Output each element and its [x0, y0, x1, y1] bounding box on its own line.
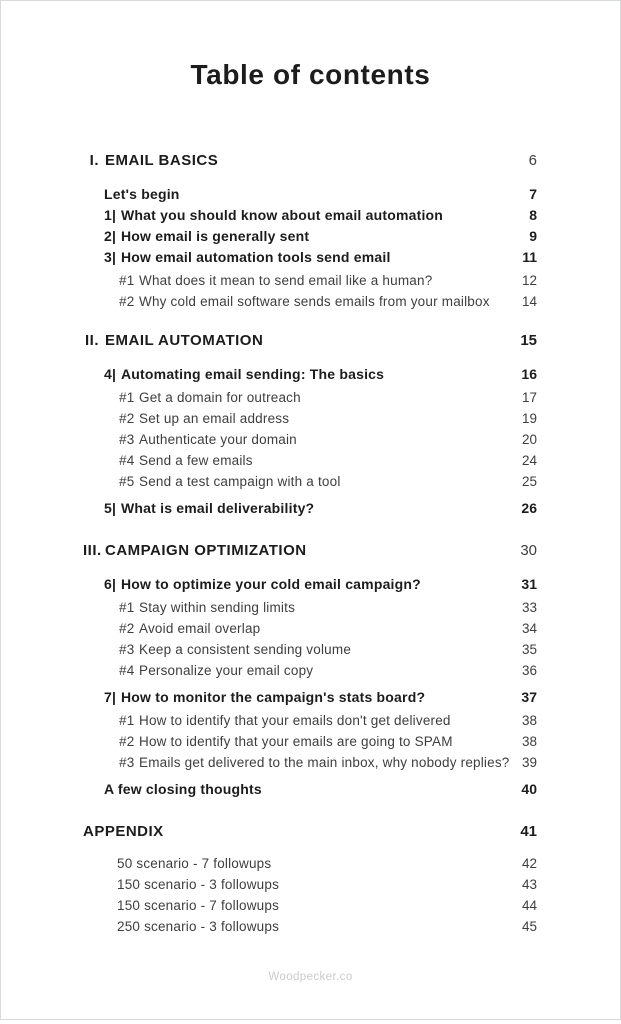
footer-brand: Woodpecker.co	[268, 971, 353, 983]
toc-row-prefix: 5|	[104, 500, 117, 516]
toc-row-sub	[1, 641, 620, 659]
toc-row-page-number: 34	[521, 621, 537, 636]
toc-row-page-number: 16	[521, 366, 537, 382]
toc-row-label: EMAIL AUTOMATION	[105, 332, 264, 349]
toc-row-page-number: 43	[521, 877, 537, 892]
toc-row-sub	[1, 620, 620, 638]
toc-row-label: How to identify that your emails don't get delivered	[139, 713, 451, 728]
toc-row-prefix: #4	[119, 663, 135, 678]
toc-row-sub	[1, 662, 620, 680]
toc-row-page-number: 35	[521, 642, 537, 657]
toc-row-label: What you should know about email automation	[121, 207, 444, 223]
toc-row-item	[1, 855, 620, 873]
toc-row-prefix: 2|	[104, 228, 117, 244]
toc-row-label: A few closing thoughts	[104, 781, 262, 797]
toc-row-label: Let's begin	[104, 186, 180, 202]
toc-row-label: Send a few emails	[139, 453, 253, 468]
toc-row-label: Keep a consistent sending volume	[139, 642, 352, 657]
toc-row-prefix: II.	[84, 332, 99, 349]
toc-row-page-number: 11	[522, 249, 537, 265]
toc-row-label: How email is generally sent	[121, 228, 310, 244]
toc-row-page-number: 39	[521, 755, 537, 770]
toc-row-prefix: #2	[119, 734, 135, 749]
toc-row-label: APPENDIX	[83, 823, 164, 840]
toc-row-label: Avoid email overlap	[139, 621, 261, 636]
toc-row-page-number: 44	[521, 898, 537, 913]
toc-row-prefix: #4	[119, 453, 135, 468]
toc-row-label: 150 scenario - 3 followups	[117, 877, 280, 892]
toc-row-prefix: III.	[83, 542, 102, 559]
toc-row-chapter	[1, 780, 620, 798]
toc-row-prefix: 3|	[104, 249, 117, 265]
toc-row-label: Personalize your email copy	[139, 663, 314, 678]
toc-row-label: How to monitor the campaign's stats board?	[121, 689, 426, 705]
toc-row-chapter	[1, 206, 620, 224]
toc-row-chapter	[1, 185, 620, 203]
toc-row-page-number: 17	[521, 390, 537, 405]
toc-row-page-number: 12	[521, 273, 537, 288]
toc-row-label: What is email deliverability?	[121, 500, 315, 516]
toc-row-prefix: #1	[119, 713, 135, 728]
toc-row-page-number: 24	[521, 453, 537, 468]
toc-row-sub	[1, 431, 620, 449]
toc-row-prefix: #2	[119, 294, 135, 309]
toc-row-page-number: 38	[521, 713, 537, 728]
toc-row-prefix: #1	[119, 600, 135, 615]
toc-row-chapter	[1, 688, 620, 706]
toc-row-chapter	[1, 575, 620, 593]
toc-row-section	[1, 823, 620, 841]
toc-row-label: Authenticate your domain	[139, 432, 297, 447]
toc-row-page-number: 9	[529, 228, 537, 244]
toc-row-prefix: I.	[89, 152, 99, 169]
toc-row-label: How email automation tools send email	[121, 249, 391, 265]
toc-row-label: How to identify that your emails are going to SPAM	[139, 734, 453, 749]
toc-row-prefix: #3	[119, 642, 135, 657]
toc-row-label: Get a domain for outreach	[139, 390, 301, 405]
toc-row-label: Automating email sending: The basics	[121, 366, 385, 382]
toc-row-page-number: 8	[529, 207, 537, 223]
toc-row-label: Stay within sending limits	[139, 600, 296, 615]
toc-row-sub	[1, 272, 620, 290]
toc-row-label: Emails get delivered to the main inbox, why nobody replies?	[139, 755, 510, 770]
toc-row-page-number: 42	[521, 856, 537, 871]
toc-row-prefix: 1|	[104, 207, 117, 223]
toc-row-page-number: 14	[521, 294, 537, 309]
toc-row-item	[1, 918, 620, 936]
toc-row-sub	[1, 389, 620, 407]
toc-row-label: Set up an email address	[139, 411, 290, 426]
toc-row-label: CAMPAIGN OPTIMIZATION	[105, 542, 307, 559]
toc-row-page-number: 40	[521, 781, 537, 797]
toc-row-prefix: 7|	[104, 689, 117, 705]
toc-row-page-number: 45	[521, 919, 537, 934]
toc-row-label: Send a test campaign with a tool	[139, 474, 341, 489]
toc-row-chapter	[1, 499, 620, 517]
toc-row-chapter	[1, 365, 620, 383]
toc-row-prefix: 6|	[104, 576, 117, 592]
toc-row-prefix: #3	[119, 755, 135, 770]
toc-row-label: 50 scenario - 7 followups	[117, 856, 272, 871]
toc-row-prefix: #2	[119, 411, 135, 426]
toc-row-prefix: 4|	[104, 366, 117, 382]
toc-row-page-number: 25	[521, 474, 537, 489]
toc-row-sub	[1, 452, 620, 470]
toc-row-page-number: 15	[520, 332, 537, 349]
toc-row-section	[1, 152, 620, 170]
toc-row-label: EMAIL BASICS	[105, 152, 219, 169]
toc-row-page-number: 7	[529, 186, 537, 202]
page-title: Table of contents	[190, 59, 431, 90]
toc-row-item	[1, 876, 620, 894]
toc-row-page-number: 20	[521, 432, 537, 447]
toc-row-sub	[1, 473, 620, 491]
toc-row-sub	[1, 293, 620, 311]
toc-row-label: 250 scenario - 3 followups	[117, 919, 280, 934]
toc-row-prefix: #3	[119, 432, 135, 447]
toc-row-page-number: 31	[521, 576, 537, 592]
toc-row-prefix: #1	[119, 390, 135, 405]
toc-list	[1, 152, 620, 936]
toc-row-prefix: #2	[119, 621, 135, 636]
toc-row-sub	[1, 410, 620, 428]
toc-row-label: 150 scenario - 7 followups	[117, 898, 280, 913]
toc-row-page-number: 19	[521, 411, 537, 426]
toc-row-page-number: 37	[521, 689, 537, 705]
toc-row-section	[1, 332, 620, 350]
toc-row-sub	[1, 599, 620, 617]
toc-row-sub	[1, 733, 620, 751]
toc-row-item	[1, 897, 620, 915]
toc-row-sub	[1, 754, 620, 772]
toc-row-sub	[1, 712, 620, 730]
toc-row-page-number: 26	[521, 500, 537, 516]
toc-row-page-number: 30	[520, 542, 537, 559]
toc-row-prefix: #1	[119, 273, 135, 288]
toc-row-page-number: 38	[521, 734, 537, 749]
toc-row-page-number: 41	[520, 823, 537, 840]
toc-row-label: What does it mean to send email like a human?	[139, 273, 433, 288]
toc-row-page-number: 6	[528, 152, 537, 169]
toc-row-prefix: #5	[119, 474, 135, 489]
toc-row-page-number: 36	[521, 663, 537, 678]
toc-row-page-number: 33	[521, 600, 537, 615]
toc-row-label: Why cold email software sends emails from your mailbox	[139, 294, 490, 309]
toc-row-section	[1, 542, 620, 560]
toc-row-chapter	[1, 227, 620, 245]
toc-row-chapter	[1, 248, 620, 266]
toc-row-label: How to optimize your cold email campaign?	[121, 576, 421, 592]
